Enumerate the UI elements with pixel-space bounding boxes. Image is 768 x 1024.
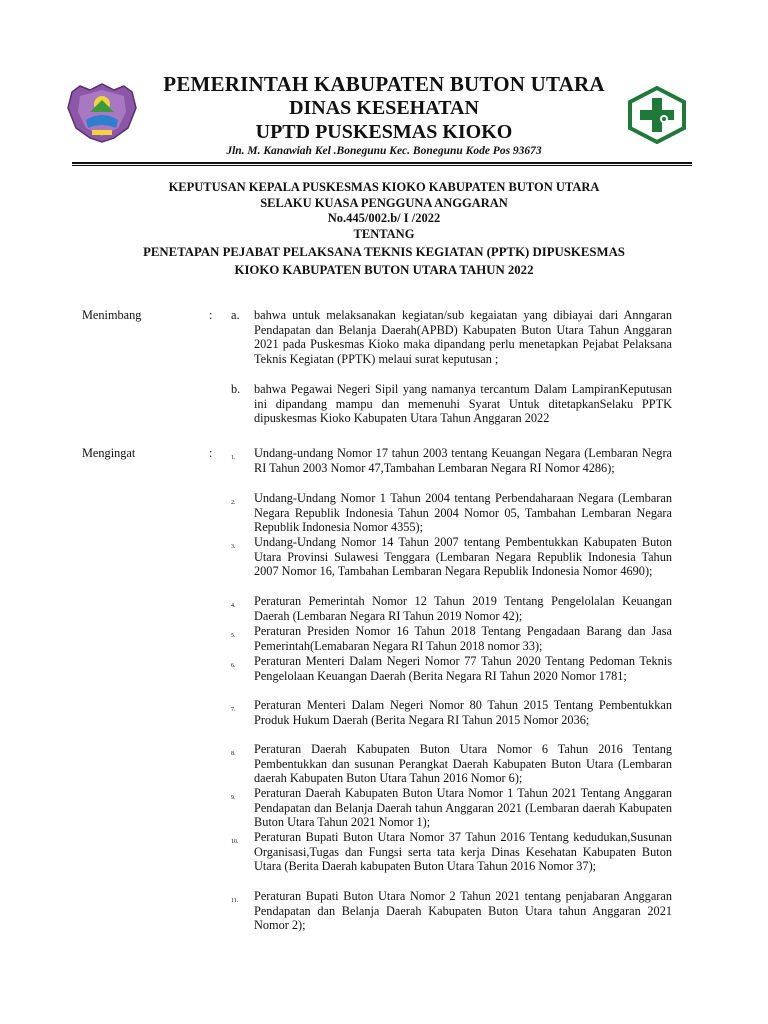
letterhead [0, 0, 768, 170]
list-item-text: Peraturan Bupati Buton Utara Nomor 2 Tahun 2021 tentang penjabaran Anggaran Pendapatan dan Belanja Daerah Kabupaten Buton Utara tahun Anggaran 2021 Nomor 2); [254, 889, 672, 933]
list-item-text: Undang-Undang Nomor 1 Tahun 2004 tentang Perbendaharaan Negara (Lembaran Negara Republik Indonesia Tahun 2004 Nomor 05, Tambahan Lembaran Negara Republik Indonesia Nomor 4355); [254, 491, 672, 535]
letterhead-department: DINAS KESEHATAN [289, 97, 479, 119]
list-item-text: Peraturan Daerah Kabupaten Buton Utara Nomor 1 Tahun 2021 Tentang Anggaran Pendapatan dan Belanja Daerah tahun Anggaran 2021 (Lembaran daerah Kabupaten Buton Utara Tahun 2021 Nomor 1); [254, 786, 672, 830]
colon: : [209, 446, 213, 460]
list-item-text: Undang-undang Nomor 17 tahun 2003 tentang Keuangan Negara (Lembaran Negra RI Tahun 2003 Nomor 47,Tambahan Lembaran Negara RI Nomor 4286); [254, 446, 672, 475]
list-marker: 3. [231, 544, 236, 550]
letterhead-government: PEMERINTAH KABUPATEN BUTON UTARA [163, 72, 605, 96]
list-marker: 5. [231, 633, 236, 639]
list-marker: 11. [231, 898, 239, 904]
list-item-text: Peraturan Pemerintah Nomor 12 Tahun 2019 Tentang Pengelolalan Keuangan Daerah (Lembaran Negara RI Tahun 2019 Nomor 42); [254, 594, 672, 623]
list-marker: a. [231, 308, 240, 322]
colon: : [209, 308, 213, 322]
decree-title-line: SELAKU KUASA PENGGUNA ANGGARAN [260, 195, 508, 210]
list-marker: 4. [231, 603, 236, 609]
list-marker: 8. [231, 751, 236, 757]
list-item-text: bahwa Pegawai Negeri Sipil yang namanya tercantum Dalam LampiranKeputusan ini dipandang mampu dan memenuhi Syarat Untuk ditetapkanSelaku PPTK dipuskesmas Kioko Kabupaten Utara Tahun Anggaran 2022 [254, 382, 672, 426]
list-marker: 9. [231, 795, 236, 801]
list-marker: 7. [231, 707, 236, 713]
letterhead-rule-thin [72, 165, 692, 166]
letterhead-unit: UPTD PUSKESMAS KIOKO [255, 121, 513, 143]
list-item-text: Peraturan Bupati Buton Utara Nomor 37 Tahun 2016 Tentang kedudukan,Susunan Organisasi,Tugas dan Fungsi serta tata kerja Dinas Kesehatan Kabupaten Buton Utara (Berita Daerah kabupaten Buton Utara Tahun 2016 Nomor 37); [254, 830, 672, 874]
menimbang-label: Menimbang [82, 308, 142, 322]
list-marker: 6. [231, 663, 236, 669]
list-marker: 1. [231, 455, 236, 461]
decree-tentang: TENTANG [353, 226, 415, 241]
list-item-text: Undang-Undang Nomor 14 Tahun 2007 tentang Pembentukkan Kabupaten Buton Utara Provinsi Sulawesi Tenggara (Lembaran Negara Republik Indonesia Tahun 2007 Nomor 16, Tambahan Lembaran Negara Republik Indonesia Nomor 4690); [254, 535, 672, 579]
decree-number: No.445/002.b/ I /2022 [327, 211, 441, 225]
list-item-text: Peraturan Menteri Dalam Negeri Nomor 77 Tahun 2020 Tentang Pedoman Teknis Pengelolaan Keuangan Daerah (Berita Negara RI Tahun 2020 Nomor 1781; [254, 654, 672, 683]
mengingat-label: Mengingat [82, 446, 136, 460]
list-item-text: Peraturan Menteri Dalam Negeri Nomor 80 Tahun 2015 Tentang Pembentukkan Produk Hukum Daerah (Berita Negara RI Tahun 2015 Nomor 2036; [254, 698, 672, 727]
list-marker: 2. [231, 500, 236, 506]
letterhead-address: Jln. M. Kanawiah Kel .Bonegunu Kec. Bonegunu Kode Pos 93673 [226, 145, 542, 157]
list-item-text: Peraturan Presiden Nomor 16 Tahun 2018 Tentang Pengadaan Barang dan Jasa Pemerintah(Lemabaran Negara RI Tahun 2018 nomor 33); [254, 624, 672, 653]
list-item-text: Peraturan Daerah Kabupaten Buton Utara Nomor 6 Tahun 2016 Tentang Pembentukkan dan susunan Perangkat Daerah Kabupaten Buton Utara (Lembaran daerah Kabupaten Buton Utara Tahun 2016 Nomor 6); [254, 742, 672, 786]
decree-subject: PENETAPAN PEJABAT PELAKSANA TEKNIS KEGIATAN (PPTK) DIPUSKESMAS [143, 245, 625, 259]
letterhead-rule-thick [72, 162, 692, 164]
decree-title [0, 180, 768, 278]
list-marker: b. [231, 382, 241, 396]
puskesmas-cross-icon [626, 86, 688, 144]
decree-title-line: KEPUTUSAN KEPALA PUSKESMAS KIOKO KABUPATEN BUTON UTARA [168, 180, 600, 194]
decree-subject: KIOKO KABUPATEN BUTON UTARA TAHUN 2022 [234, 263, 534, 277]
list-marker: 10. [231, 839, 239, 845]
list-item-text: bahwa untuk melaksanakan kegiatan/sub kegaiatan yang dibiayai dari Anngaran Pendapatan dan Belanja Daerah(APBD) Kabupaten Buton Utara Tahun Anggaran 2021 pada Puskesmas Kioko maka dipandang perlu menetapkan Pejabat Pelaksana Teknis Kegiatan (PPTK) melaui surat keputusan ; [254, 308, 672, 367]
